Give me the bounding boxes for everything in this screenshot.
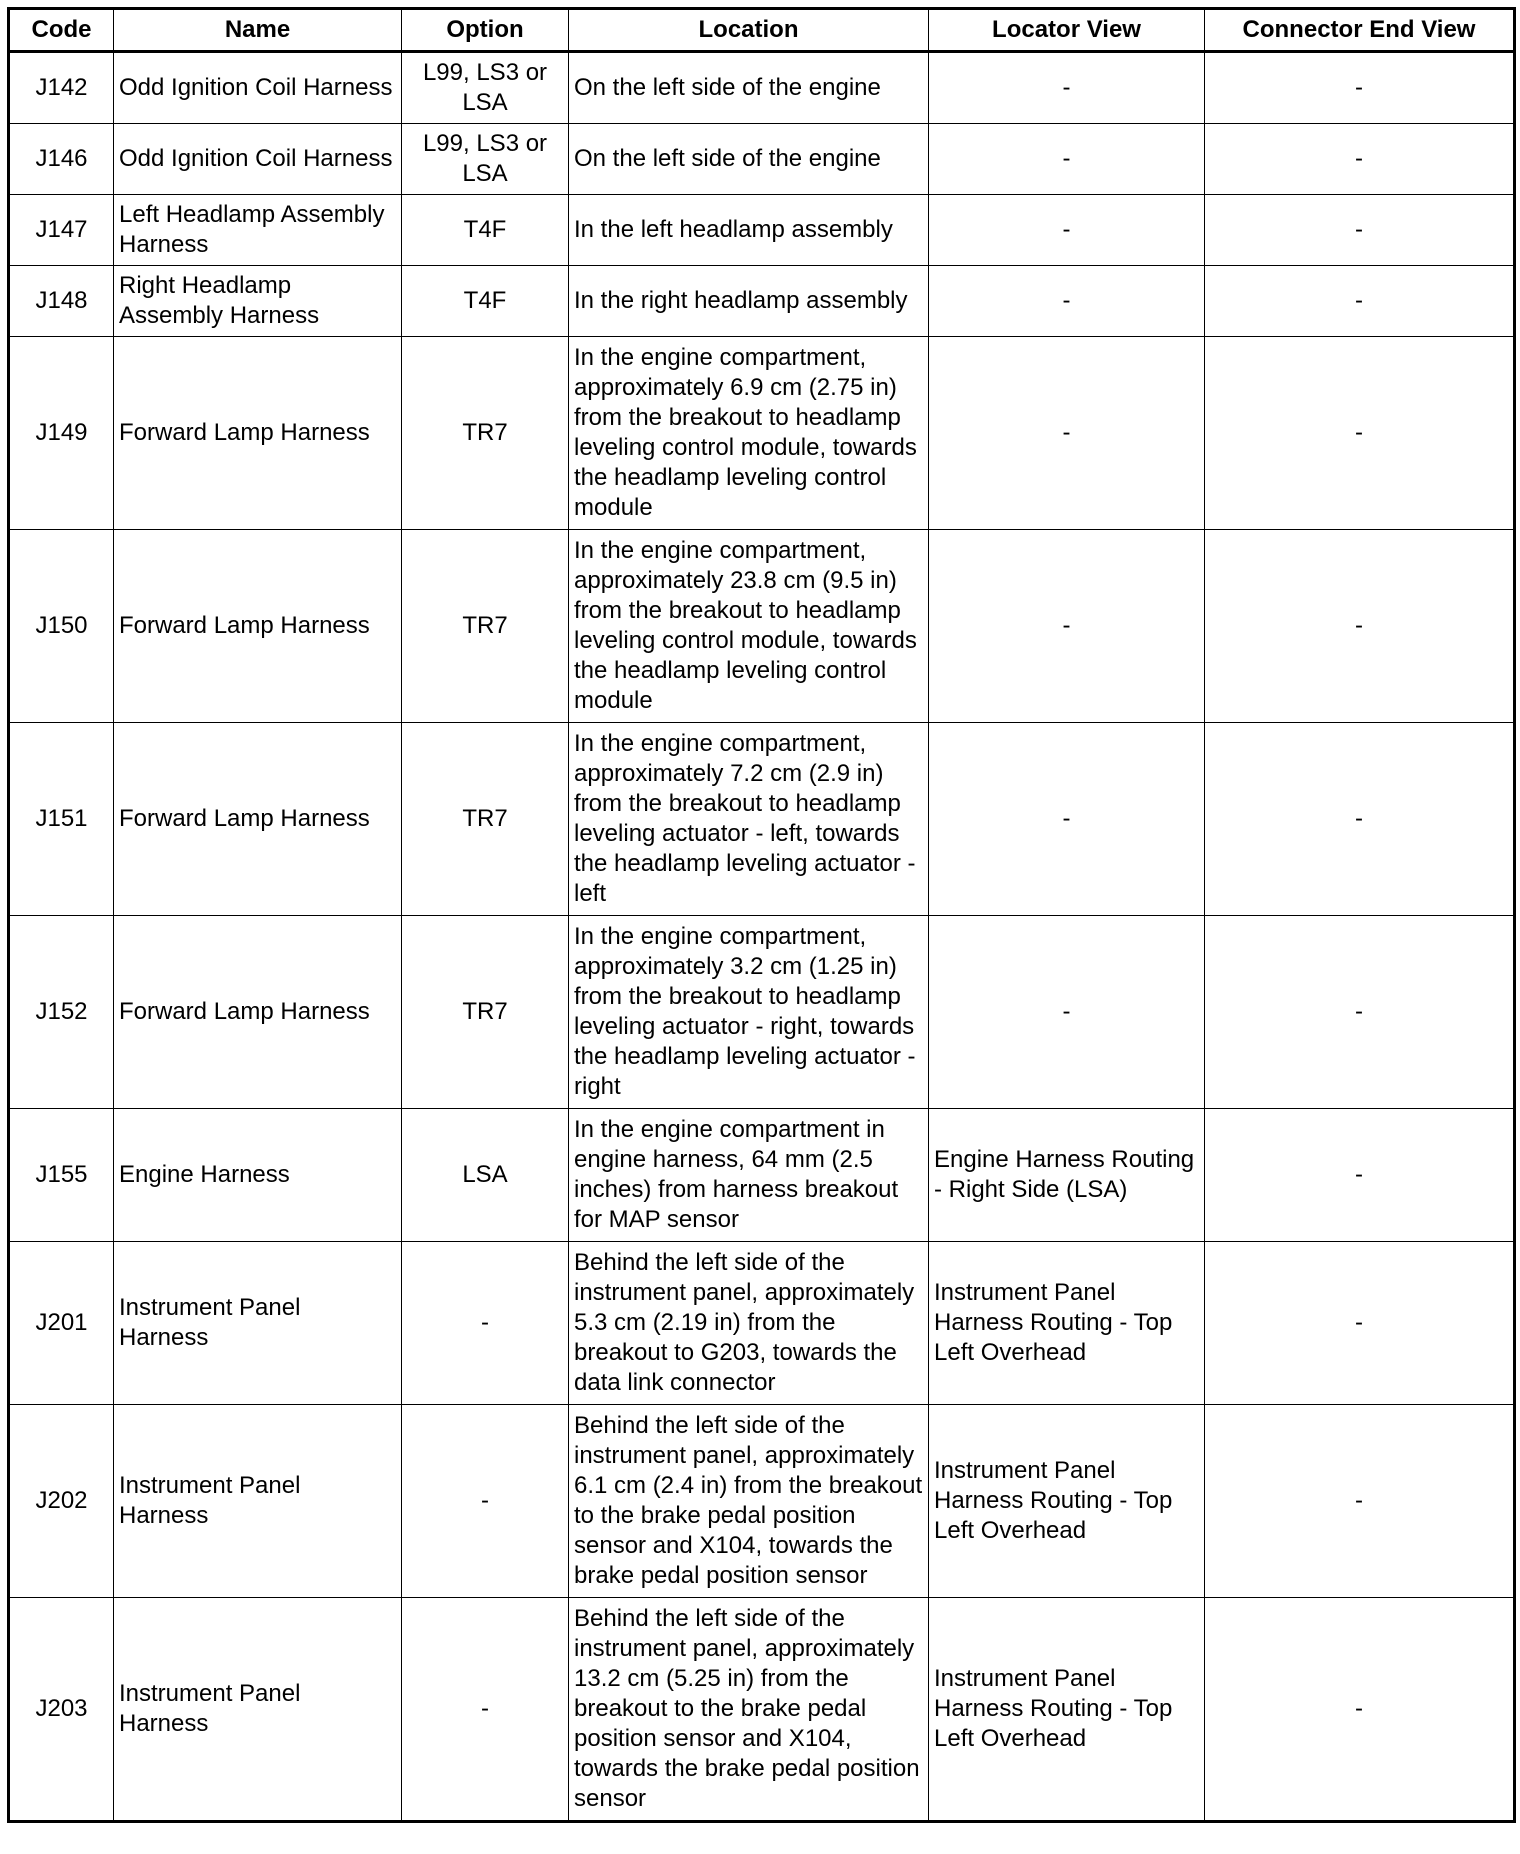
table-header-row	[9, 9, 1515, 52]
cell-connector-end-view: -	[1205, 1242, 1515, 1405]
cell-code: J147	[9, 195, 114, 266]
cell-option: T4F	[402, 266, 569, 337]
cell-connector-end-view: -	[1205, 195, 1515, 266]
cell-location: On the left side of the engine	[569, 124, 929, 195]
cell-option: -	[402, 1598, 569, 1822]
cell-name: Forward Lamp Harness	[114, 337, 402, 530]
cell-name: Engine Harness	[114, 1109, 402, 1242]
cell-name: Odd Ignition Coil Harness	[114, 124, 402, 195]
cell-location: In the engine compartment, approximately 6.9 cm (2.75 in) from the breakout to headlamp leveling control module, towards the headlamp leveling control module	[569, 337, 929, 530]
cell-option: LSA	[402, 1109, 569, 1242]
connector-table	[7, 7, 1516, 1823]
header-connector-end-view: Connector End View	[1205, 9, 1515, 52]
cell-locator-view: -	[929, 723, 1205, 916]
cell-connector-end-view: -	[1205, 530, 1515, 723]
cell-option: -	[402, 1405, 569, 1598]
cell-connector-end-view: -	[1205, 1109, 1515, 1242]
cell-code: J148	[9, 266, 114, 337]
cell-option: L99, LS3 or LSA	[402, 124, 569, 195]
cell-location: In the left headlamp assembly	[569, 195, 929, 266]
table-row	[9, 195, 1515, 266]
table-row	[9, 530, 1515, 723]
header-locator-view: Locator View	[929, 9, 1205, 52]
cell-location: In the engine compartment in engine harness, 64 mm (2.5 inches) from harness breakout for MAP sensor	[569, 1109, 929, 1242]
cell-name: Odd Ignition Coil Harness	[114, 52, 402, 124]
cell-locator-view: -	[929, 195, 1205, 266]
cell-locator-view: -	[929, 530, 1205, 723]
cell-connector-end-view: -	[1205, 1405, 1515, 1598]
cell-name: Instrument Panel Harness	[114, 1242, 402, 1405]
cell-name: Forward Lamp Harness	[114, 723, 402, 916]
cell-connector-end-view: -	[1205, 124, 1515, 195]
cell-locator-view: -	[929, 337, 1205, 530]
cell-locator-view: -	[929, 266, 1205, 337]
cell-locator-view: -	[929, 52, 1205, 124]
cell-option: T4F	[402, 195, 569, 266]
cell-code: J142	[9, 52, 114, 124]
header-location: Location	[569, 9, 929, 52]
cell-name: Forward Lamp Harness	[114, 916, 402, 1109]
table-row	[9, 266, 1515, 337]
cell-connector-end-view: -	[1205, 1598, 1515, 1822]
cell-code: J146	[9, 124, 114, 195]
cell-code: J150	[9, 530, 114, 723]
cell-name: Instrument Panel Harness	[114, 1405, 402, 1598]
table-row	[9, 723, 1515, 916]
cell-connector-end-view: -	[1205, 723, 1515, 916]
header-name: Name	[114, 9, 402, 52]
cell-code: J155	[9, 1109, 114, 1242]
cell-code: J151	[9, 723, 114, 916]
cell-locator-view: -	[929, 916, 1205, 1109]
cell-code: J202	[9, 1405, 114, 1598]
table-row	[9, 1242, 1515, 1405]
cell-location: Behind the left side of the instrument panel, approximately 5.3 cm (2.19 in) from the breakout to G203, towards the data link connector	[569, 1242, 929, 1405]
cell-name: Right Headlamp Assembly Harness	[114, 266, 402, 337]
table-row	[9, 1109, 1515, 1242]
cell-name: Instrument Panel Harness	[114, 1598, 402, 1822]
cell-code: J201	[9, 1242, 114, 1405]
cell-location: Behind the left side of the instrument panel, approximately 13.2 cm (5.25 in) from the breakout to the brake pedal position sensor and X104, towards the brake pedal position sensor	[569, 1598, 929, 1822]
cell-option: L99, LS3 or LSA	[402, 52, 569, 124]
cell-name: Forward Lamp Harness	[114, 530, 402, 723]
cell-locator-view: -	[929, 124, 1205, 195]
table-row	[9, 124, 1515, 195]
cell-location: In the engine compartment, approximately 7.2 cm (2.9 in) from the breakout to headlamp leveling actuator - left, towards the headlamp leveling actuator - left	[569, 723, 929, 916]
header-option: Option	[402, 9, 569, 52]
cell-option: TR7	[402, 723, 569, 916]
cell-code: J149	[9, 337, 114, 530]
table-row	[9, 337, 1515, 530]
cell-code: J203	[9, 1598, 114, 1822]
cell-location: Behind the left side of the instrument panel, approximately 6.1 cm (2.4 in) from the breakout to the brake pedal position sensor and X104, towards the brake pedal position sensor	[569, 1405, 929, 1598]
table-row	[9, 1405, 1515, 1598]
cell-locator-view: Engine Harness Routing - Right Side (LSA)	[929, 1109, 1205, 1242]
cell-name: Left Headlamp Assembly Harness	[114, 195, 402, 266]
cell-location: On the left side of the engine	[569, 52, 929, 124]
cell-option: TR7	[402, 530, 569, 723]
cell-locator-view: Instrument Panel Harness Routing - Top Left Overhead	[929, 1405, 1205, 1598]
cell-locator-view: Instrument Panel Harness Routing - Top Left Overhead	[929, 1598, 1205, 1822]
cell-option: TR7	[402, 337, 569, 530]
cell-connector-end-view: -	[1205, 916, 1515, 1109]
cell-option: TR7	[402, 916, 569, 1109]
cell-location: In the right headlamp assembly	[569, 266, 929, 337]
cell-connector-end-view: -	[1205, 266, 1515, 337]
table-row	[9, 52, 1515, 124]
table-row	[9, 916, 1515, 1109]
cell-location: In the engine compartment, approximately 3.2 cm (1.25 in) from the breakout to headlamp leveling actuator - right, towards the headlamp leveling actuator - right	[569, 916, 929, 1109]
cell-location: In the engine compartment, approximately 23.8 cm (9.5 in) from the breakout to headlamp leveling control module, towards the headlamp leveling control module	[569, 530, 929, 723]
cell-code: J152	[9, 916, 114, 1109]
header-code: Code	[9, 9, 114, 52]
cell-connector-end-view: -	[1205, 52, 1515, 124]
table-row	[9, 1598, 1515, 1822]
cell-locator-view: Instrument Panel Harness Routing - Top Left Overhead	[929, 1242, 1205, 1405]
cell-connector-end-view: -	[1205, 337, 1515, 530]
cell-option: -	[402, 1242, 569, 1405]
